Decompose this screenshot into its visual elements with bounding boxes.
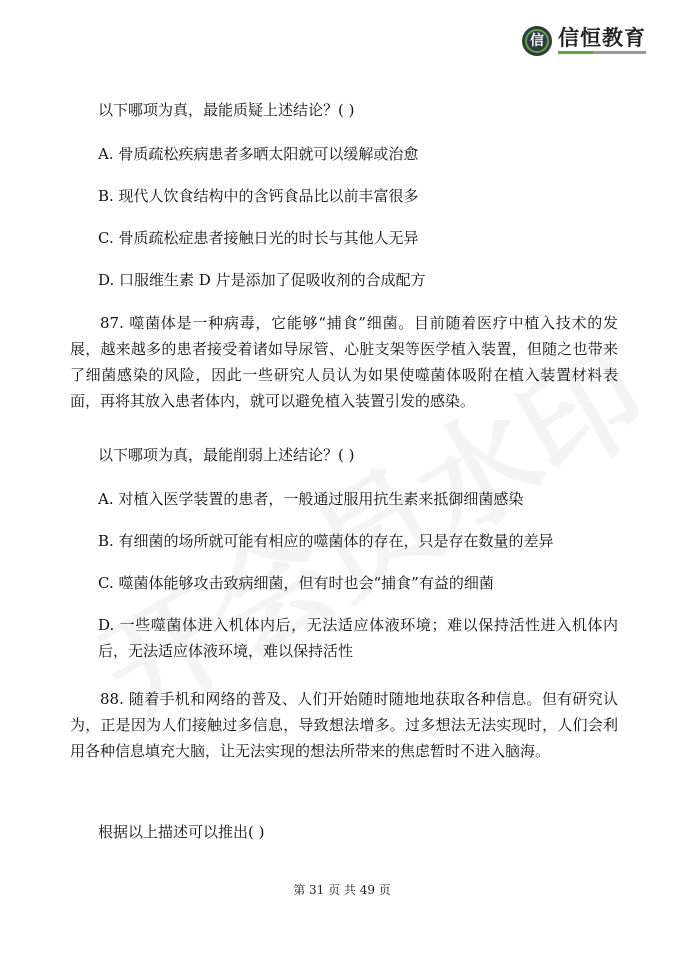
q86-option-d: D. 口服维生素 D 片是添加了促吸收剂的合成配方 (98, 271, 426, 289)
q86-stem: 以下哪项为真，最能质疑上述结论？( ) (98, 101, 355, 119)
q87-option-d: D. 一些噬菌体进入机体内后，无法适应体液环境；难以保持活性进入机体内后，无法适应体液环境，难以保持活性 (98, 616, 618, 660)
q86-option-b: B. 现代人饮食结构中的含钙食品比以前丰富很多 (98, 187, 419, 205)
logo-icon (522, 26, 552, 56)
q86-option-a: A. 骨质疏松疾病患者多晒太阳就可以缓解或治愈 (98, 145, 419, 163)
q86-option-c: C. 骨质疏松症患者接触日光的时长与其他人无异 (98, 229, 419, 247)
q87-option-a: A. 对植入医学装置的患者，一般通过服用抗生素来抵御细菌感染 (98, 490, 524, 508)
q88-stem: 根据以上描述可以推出( ) (98, 823, 265, 841)
q87-option-b: B. 有细菌的场所就可能有相应的噬菌体的存在，只是存在数量的差异 (98, 532, 554, 550)
page-number: 第 31 页 共 49 页 (293, 883, 391, 897)
logo-text (558, 28, 646, 54)
q87-option-c: C. 噬菌体能够攻击致病细菌，但有时也会“捕食”有益的细菌 (98, 574, 494, 592)
logo-name: 信恒教育 (558, 26, 646, 50)
q87-passage: 87. 噬菌体是一种病毒，它能够“捕食”细菌。目前随着医疗中植入技术的发展，越来越多的患者接受着诸如导尿管、心脏支架等医学植入装置，但随之也带来了细菌感染的风险，因此一些研究人员认为如果使噬菌体吸附在植入装置材料表面，再将其放入患者体内，就可以避免植入装置引发的感染。 (70, 314, 618, 410)
logo-tagline-bar (558, 51, 646, 54)
brand-header (522, 26, 646, 56)
q88-passage: 88. 随着手机和网络的普及、人们开始随时随地地获取各种信息。但有研究认为，正是因为人们接触过多信息，导致想法增多。过多想法无法实现时，人们会利用各种信息填充大脑，让无法实现的想法所带来的焦虑暂时不进入脑海。 (70, 690, 618, 760)
q87-stem: 以下哪项为真，最能削弱上述结论？( ) (98, 446, 355, 464)
logo-glyph: 信 (530, 33, 544, 49)
